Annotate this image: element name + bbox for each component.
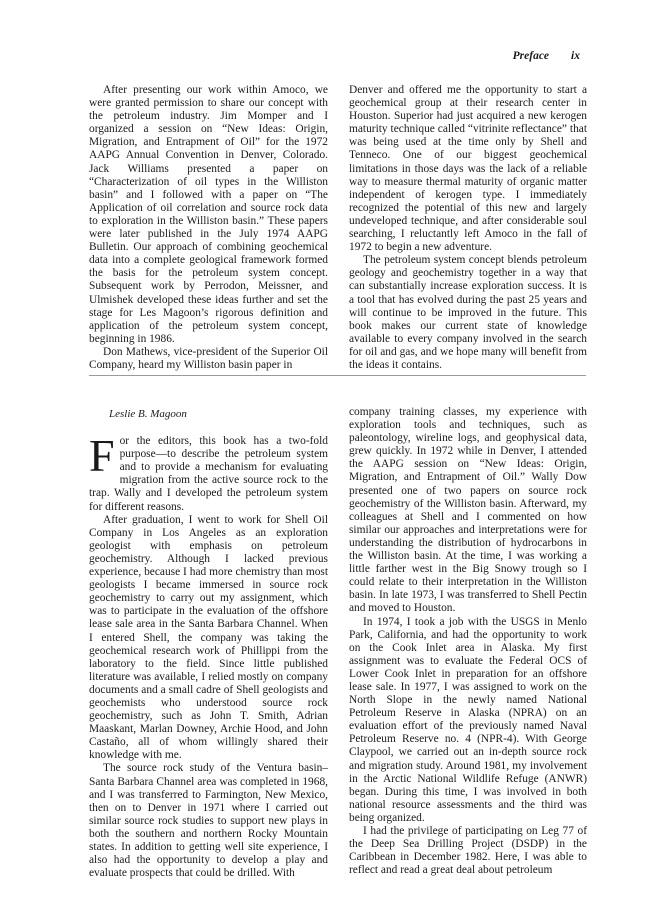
paragraph: The petroleum system concept blends petroleum geology and geochemistry together in a way that can substantially increase exploration success. It is a tool that has evolved during the past 25 years and will continue to be improved in the future. This book makes our current state of knowledge available to every company involved in the search for oil and gas, and we hope many will benefit from the ideas it contains.	[349, 254, 587, 371]
section-divider	[89, 375, 586, 376]
top-right-column	[349, 84, 587, 372]
paragraph: Don Mathews, vice-president of the Superior Oil Company, heard my Williston basin paper in	[89, 345, 328, 371]
top-left-column	[89, 84, 328, 372]
running-head	[513, 50, 580, 62]
paragraph: After presenting our work within Amoco, we were granted permission to share our concept with the petroleum industry. Jim Momper and I organized a session on “New Ideas: Origin, Migration, and Entrapment of Oil” for the 1972 AAPG Annual Convention in Denver, Colorado. Jack Williams presented a paper on “Characterization of oil types in the Williston basin” and I followed with a paper on “The Application of oil correlation and source rock data to exploration in the Williston basin.” These papers were later published in the July 1974 AAPG Bulletin. Our approach of combining geochemical data into a complete geological framework formed the basis for the petroleum system concept. Subsequent work by Perrodon, Meissner, and Ulmishek developed these ideas further and set the stage for Les Magoon’s rigorous definition and application of the petroleum system concept, beginning in 1986.	[89, 84, 328, 345]
paragraph: company training classes, my experience with exploration tools and techniques, such as paleontology, wireline logs, and geophysical data, grew quickly. In 1972 while in Denver, I attended the AAPG session on “New Ideas: Origin, Migration, and Entrapment of Oil.” Wally Dow presented one of two papers on source rock geochemistry of the Williston basin. Afterward, my colleagues at Shell and I commented on how similar our approaches and interpretations were for understanding the distribution of hydrocarbons in the Williston basin. At the time, I was working a little farther west in the Big Snowy trough so I could relate to their interpretation in the Williston basin. In late 1973, I was transferred to Shell Pectin and moved to Houston.	[349, 406, 587, 615]
paragraph: I had the privilege of participating on Leg 77 of the Deep Sea Drilling Project (DSDP) in the Caribbean in December 1982. Here, I was able to reflect and read a great deal about petroleum	[349, 825, 587, 877]
bottom-left-column	[89, 406, 328, 880]
opening-paragraph-text: or the editors, this book has a two-fold purpose—to describe the petroleum system and to provide a mechanism for evaluating migration from the active source rock to the trap. Wally and I developed the petroleum system for different reasons.	[89, 435, 328, 513]
author-byline: Leslie B. Magoon	[109, 408, 187, 420]
page-number: ix	[571, 50, 580, 62]
paragraph: After graduation, I went to work for Shell Oil Company in Los Angeles as an exploration geologist with emphasis on petroleum geochemistry. Although I lacked previous experience, because I had more chemistry than most geologists I became immersed in source rock geochemistry to carry out my assignment, which was to participate in the evaluation of the offshore lease sale area in the Santa Barbara Channel. When I entered Shell, the company was taking the geochemical research work of Phillippi from the laboratory to the field. Since little published literature was available, I relied mostly on company documents and a small cadre of Shell geologists and geochemists who understood source rock geochemistry, such as John T. Smith, Adrian Maaskant, Marlan Downey, Archie Hood, and John Castaño, all of whom willingly shared their knowledge with me.	[89, 513, 328, 762]
opening-paragraph	[89, 430, 328, 514]
paragraph: The source rock study of the Ventura basin–Santa Barbara Channel area was completed in 1968, and I was transferred to Farmington, New Mexico, then on to Denver in 1971 where I carried out similar source rock studies to support new plays in both the southern and northern Rocky Mountain states. In addition to getting well site experience, I also had the opportunity to develop a play and evaluate prospects that could be drilled. With	[89, 762, 328, 880]
running-head-label: Preface	[512, 50, 550, 62]
bottom-right-column	[349, 406, 587, 877]
paragraph: In 1974, I took a job with the USGS in Menlo Park, California, and had the opportunity to work on the Cook Inlet area in Alaska. My first assignment was to evaluate the Federal OCS of Lower Cook Inlet in preparation for an offshore lease sale. In 1977, I was assigned to work on the North Slope in the newly named National Petroleum Reserve in Alaska (NPRA) on an evaluation effort of the previously named Naval Petroleum Reserve no. 4 (NPR-4). With George Claypool, we carried out an in-depth source rock and migration study. Around 1981, my involvement in the Arctic National Wildlife Refuge (ANWR) began. During this time, I was involved in both national resource assessments and the third was being organized.	[349, 615, 587, 824]
paragraph: Denver and offered me the opportunity to start a geochemical group at their research center in Houston. Superior had just acquired a new kerogen maturity technique called “vitrinite reflectance” that was being used at the time only by Shell and Tenneco. One of our biggest geochemical limitations in those days was the lack of a reliable way to measure thermal maturity of organic matter independent of kerogen type. I immediately recognized the potential of this new and largely undeveloped technique, and after considerable soul searching, I reluctantly left Amoco in the fall of 1972 to begin a new adventure.	[349, 84, 587, 254]
drop-cap: F	[89, 430, 115, 482]
